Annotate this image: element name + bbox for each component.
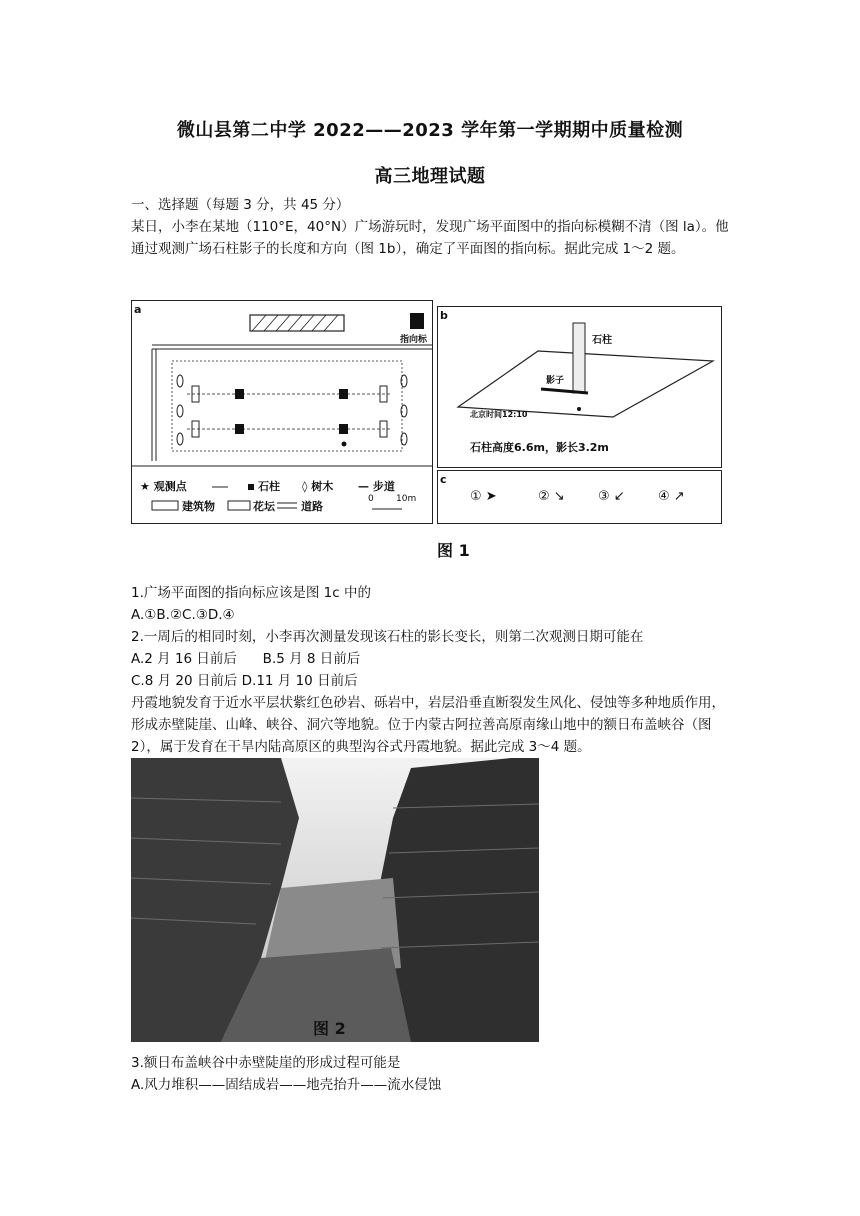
legend-tree: ◊ 树木 [302,480,334,493]
figure-1c-options [437,470,722,524]
shadow-label: 影子 [546,376,565,386]
figure-1 [131,300,726,560]
section-heading: 一、选择题（每题 3 分，共 45 分） [131,197,350,213]
page-title: 微山县第二中学 2022——2023 学年第一学期期中质量检测 [176,120,684,141]
legend-observation-point: ★ 观测点 [140,480,187,493]
panel-label-a: a [134,303,142,316]
panel-label-c: c [440,473,447,486]
panel-label-b: b [440,309,448,322]
scale-10m: 10m [396,494,417,504]
figure-2-photo [131,758,539,1042]
legend-building: 建筑物 [182,500,215,513]
option-2-arrow: ② ↘ [538,489,565,504]
figure-1-caption: 图 1 [437,541,470,560]
legend-road: 道路 [301,500,323,513]
question-2-options-ab: A.2 月 16 日前后 B.5 月 8 日前后 [131,651,361,667]
beijing-time-label: 北京时间12:10 [470,410,528,419]
option-1-arrow: ① ➤ [470,489,497,504]
figure-1a-map [131,300,433,524]
intro-paragraph-2: 丹霞地貌发育于近水平层状紫红色砂岩、砾岩中，岩层沿垂直断裂发生风化、侵蚀等多种地质作用，形成赤壁陡崖、山峰、峡谷、洞穴等地貌。位于内蒙古阿拉善高原南缘山地中的额日布盖峡谷（图 2），属于发育在干旱内陆高原区的典型沟谷式丹霞地貌。据此完成 3～4 题。 [131,695,725,755]
page-subtitle: 高三地理试题 [374,166,486,187]
figure-1b-shadow [437,306,722,468]
question-1-options: A.①B.②C.③D.④ [131,607,235,623]
question-3-option-a: A.风力堆积——固结成岩——地壳抬升——流水侵蚀 [131,1077,442,1093]
scale-zero: 0 [368,494,374,504]
question-1: 1.广场平面图的指向标应该是图 1c 中的 [131,585,371,601]
question-2: 2.一周后的相同时刻，小李再次测量发现该石柱的影长变长，则第二次观测日期可能在 [131,629,644,645]
legend-walkway: — 步道 [358,480,395,493]
question-2-options-cd: C.8 月 20 日前后 D.11 月 10 日前后 [131,673,358,689]
figure-2-caption: 图 2 [313,1019,346,1038]
legend-flowerbed: 花坛 [253,500,275,513]
pillar-label: 石柱 [592,335,612,346]
question-3: 3.额日布盖峡谷中赤壁陡崖的形成过程可能是 [131,1055,401,1071]
legend-pillar: 石柱 [258,480,280,493]
option-4-arrow: ④ ↗ [658,489,685,504]
direction-mark-label: 指向标 [400,335,428,345]
pillar-height-label: 石柱高度6.6m，影长3.2m [470,441,609,454]
intro-paragraph-1: 某日，小李在某地（110°E，40°N）广场游玩时，发现广场平面图中的指向标模糊不清（图 la）。他通过观测广场石柱影子的长度和方向（图 1b），确定了平面图的指向标。据此完成 1～2 题。 [131,219,729,257]
option-3-arrow: ③ ↙ [598,489,625,504]
